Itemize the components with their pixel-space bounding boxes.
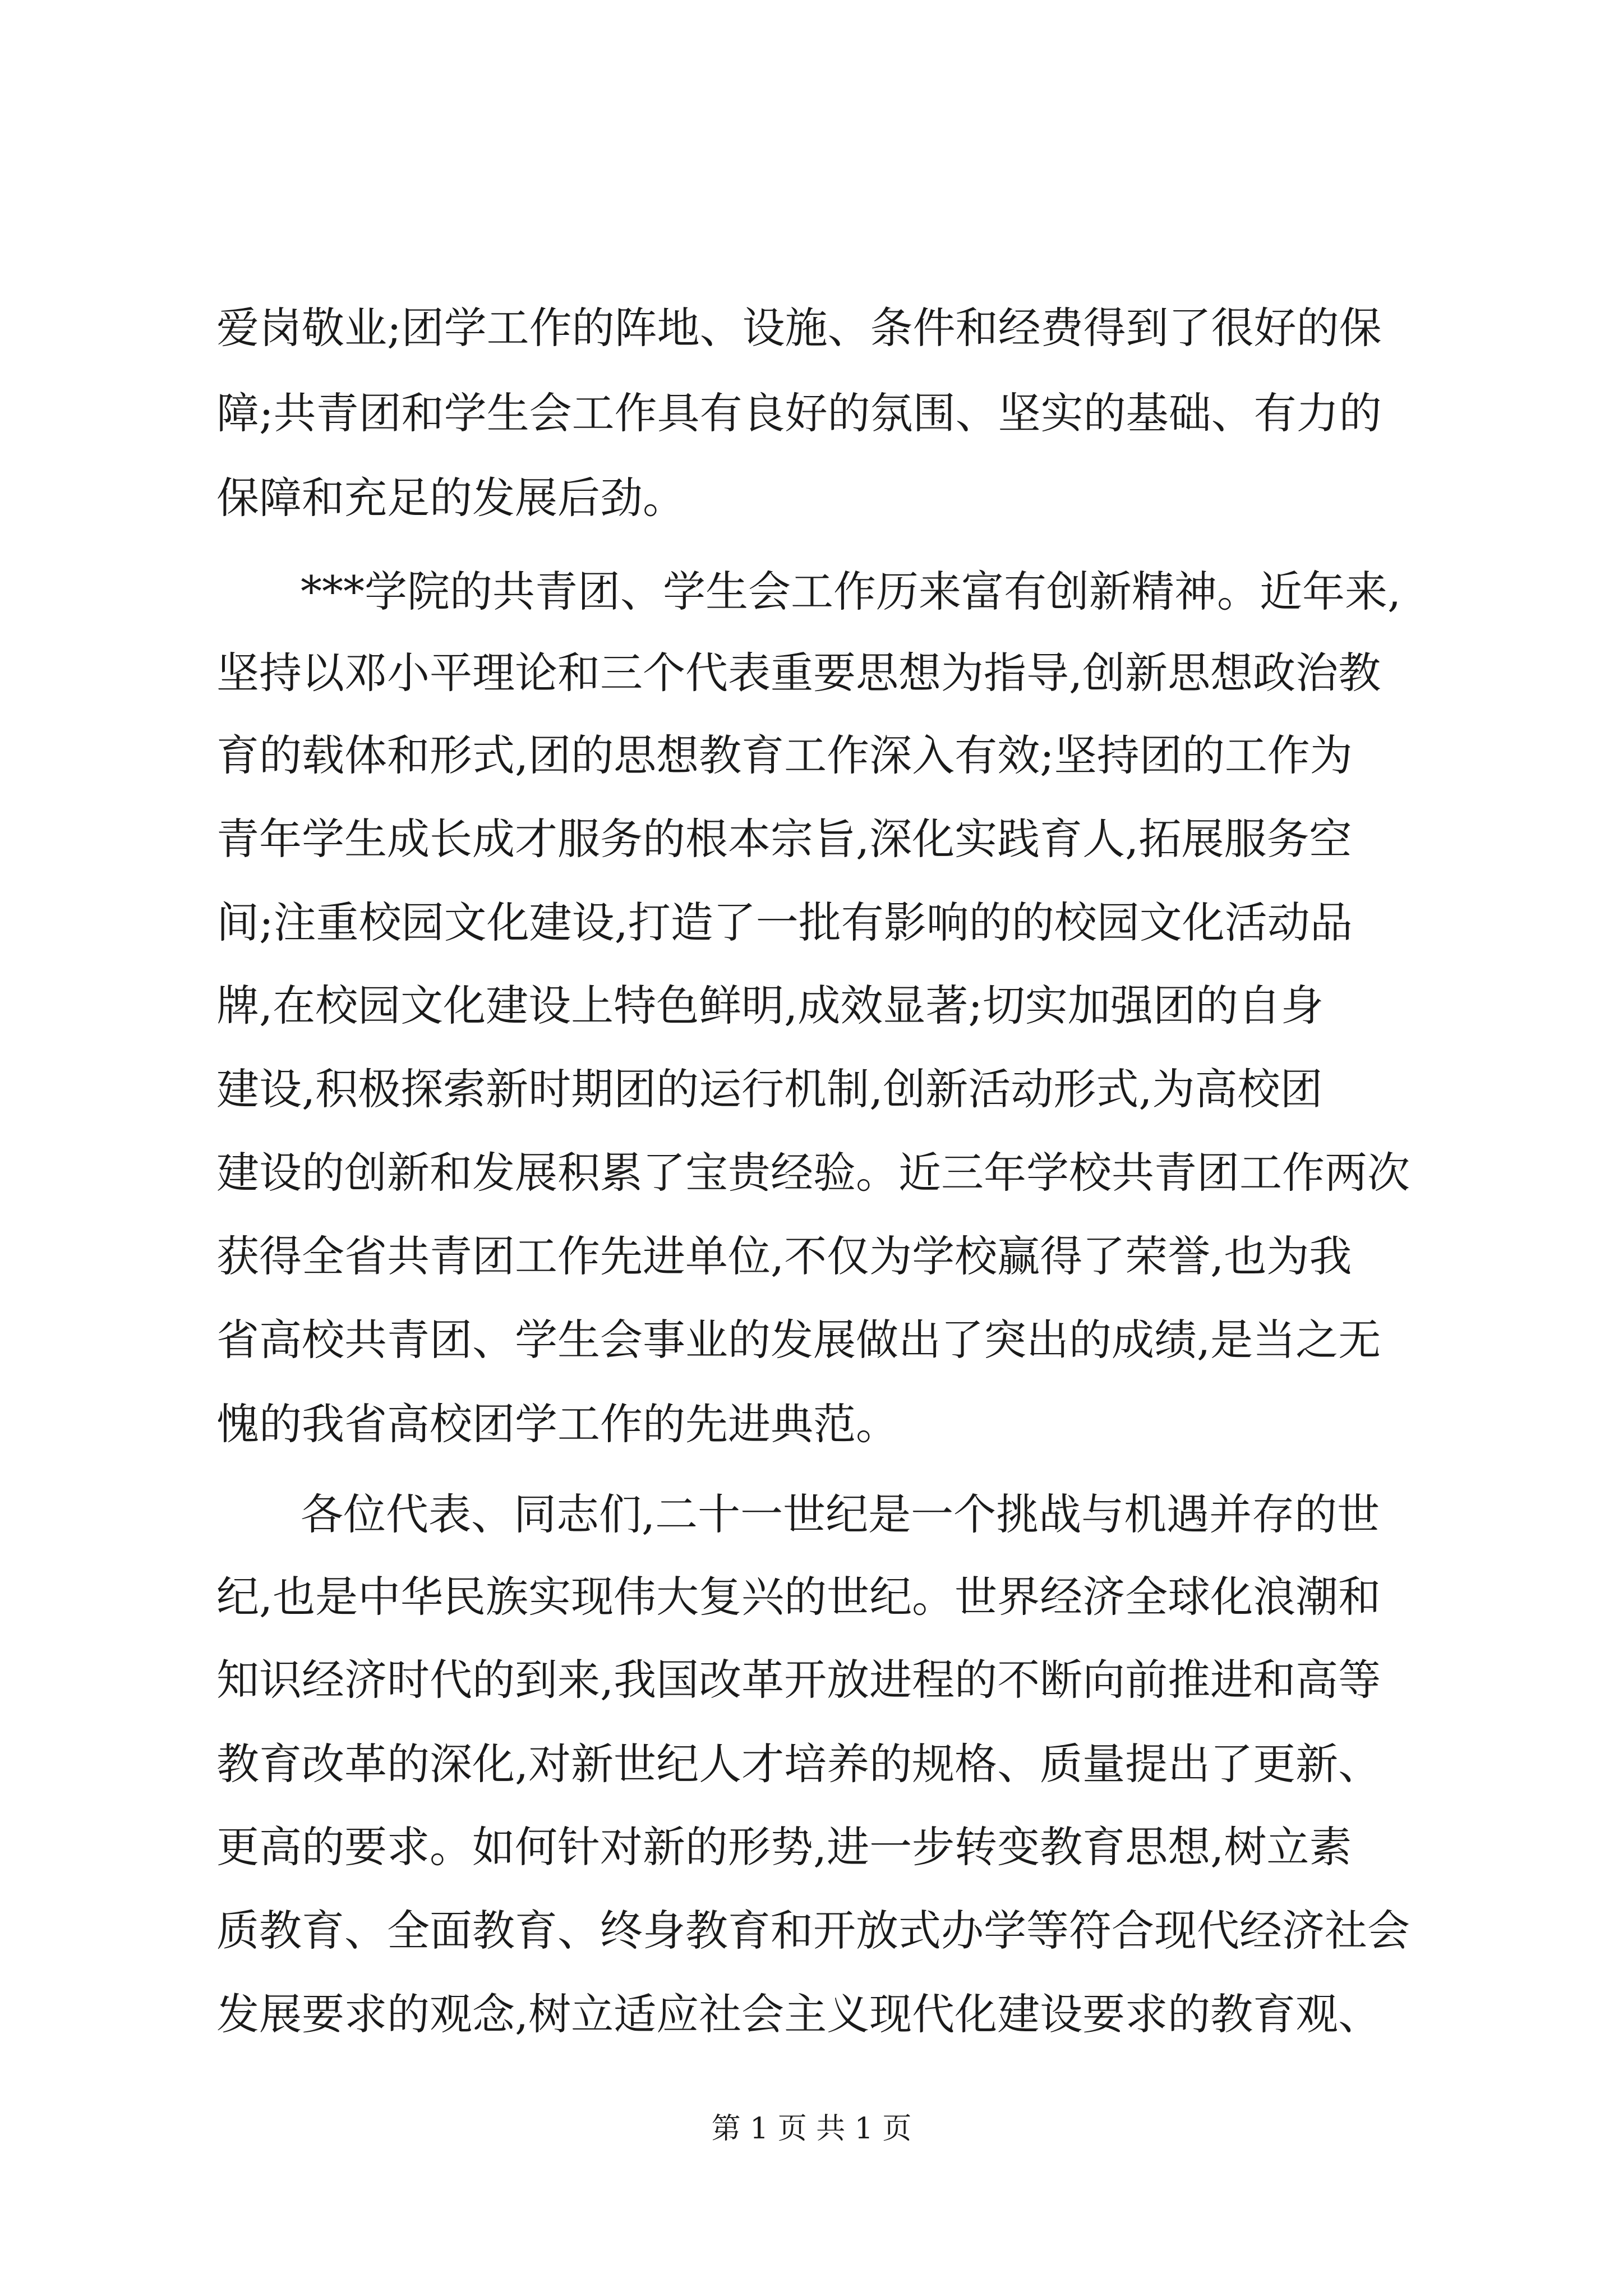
- text-line: 保障和充足的发展后劲。: [216, 473, 685, 523]
- text-line: 建设,积极探索新时期团的运行机制,创新活动形式,为高校团: [216, 1064, 1323, 1114]
- text-line: 获得全省共青团工作先进单位,不仅为学校赢得了荣誉,也为我: [216, 1231, 1352, 1281]
- text-line: 愧的我省高校团学工作的先进典范。: [216, 1399, 898, 1449]
- text-line: 更高的要求。如何针对新的形势,进一步转变教育思想,树立素: [216, 1822, 1352, 1872]
- page-footer: 第 1 页 共 1 页: [711, 2112, 912, 2146]
- text-line: 爱岗敬业;团学工作的阵地、设施、条件和经费得到了很好的保: [216, 303, 1382, 353]
- paragraph-first-line: ***学院的共青团、学生会工作历来富有创新精神。近年来,: [301, 567, 1401, 616]
- text-line: 坚持以邓小平理论和三个代表重要思想为指导,创新思想政治教: [216, 648, 1381, 698]
- text-line: 发展要求的观念,树立适应社会主义现代化建设要求的教育观、: [216, 1989, 1381, 2039]
- text-line: 教育改革的深化,对新世纪人才培养的规格、质量提出了更新、: [216, 1739, 1381, 1789]
- text-line: 牌,在校园文化建设上特色鲜明,成效显著;切实加强团的自身: [216, 981, 1324, 1030]
- text-line: 障;共青团和学生会工作具有良好的氛围、坚实的基础、有力的: [216, 388, 1382, 438]
- text-line: 青年学生成长成才服务的根本宗旨,深化实践育人,拓展服务空: [216, 814, 1352, 864]
- paragraph-first-line: 各位代表、同志们,二十一世纪是一个挑战与机遇并存的世: [301, 1489, 1380, 1539]
- text-line: 纪,也是中华民族实现伟大复兴的世纪。世界经济全球化浪潮和: [216, 1572, 1381, 1622]
- text-line: 育的载体和形式,团的思想教育工作深入有效;坚持团的工作为: [216, 730, 1353, 780]
- text-line: 质教育、全面教育、终身教育和开放式办学等符合现代经济社会: [216, 1906, 1410, 1955]
- text-line: 知识经济时代的到来,我国改革开放进程的不断向前推进和高等: [216, 1655, 1381, 1705]
- text-line: 间;注重校园文化建设,打造了一批有影响的的校园文化活动品: [216, 898, 1353, 947]
- text-line: 省高校共青团、学生会事业的发展做出了突出的成绩,是当之无: [216, 1315, 1381, 1365]
- text-line: 建设的创新和发展积累了宝贵经验。近三年学校共青团工作两次: [216, 1148, 1410, 1198]
